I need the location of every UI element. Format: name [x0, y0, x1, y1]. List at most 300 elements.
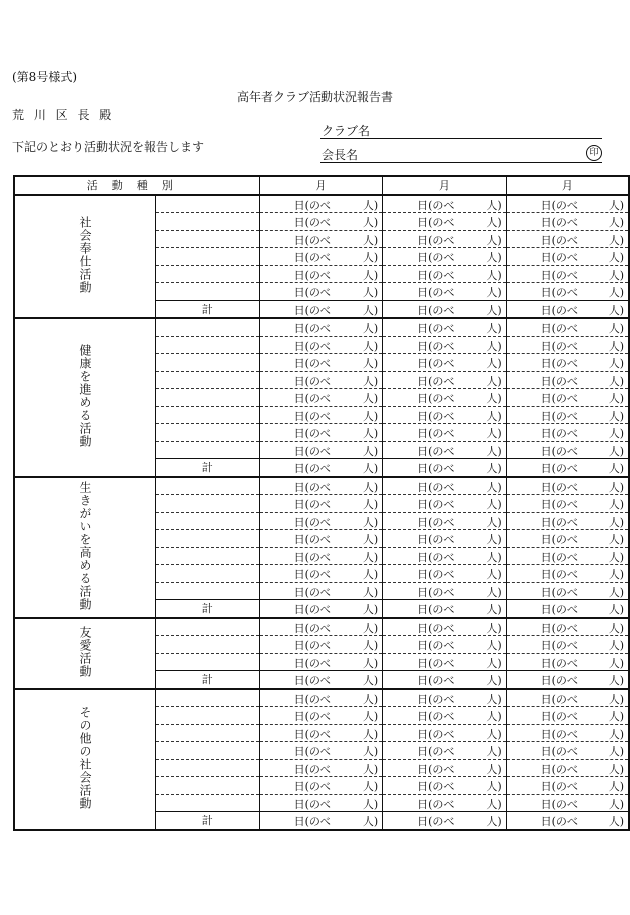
month-entry-cell[interactable] [506, 477, 629, 495]
people-count-label: 人) [362, 339, 379, 353]
month-entry-cell[interactable] [383, 230, 507, 248]
month-entry-cell[interactable] [383, 318, 507, 336]
day-count-label: 日(のべ [417, 585, 455, 599]
day-count-label: 日(のべ [540, 710, 578, 723]
day-count-label: 日(のべ [417, 639, 455, 652]
people-count-label: 人) [362, 762, 379, 776]
day-count-label: 日(のべ [540, 656, 578, 670]
month-entry-cell[interactable] [383, 459, 507, 477]
day-count-label: 日(のべ [540, 427, 578, 440]
activity-name-input[interactable] [156, 318, 260, 336]
day-count-label: 日(のべ [417, 462, 455, 475]
activity-category-label: 社会奉仕活動 [78, 215, 92, 294]
month-header: 月 [383, 176, 507, 195]
month-entry-cell[interactable] [259, 389, 383, 407]
month-entry-cell[interactable] [383, 336, 507, 354]
people-count-label: 人) [362, 303, 379, 317]
people-count-label: 人) [486, 392, 502, 405]
people-count-label: 人) [362, 745, 379, 758]
people-count-label: 人) [608, 339, 624, 353]
activity-row [14, 618, 629, 636]
people-count-label: 人) [608, 268, 624, 282]
people-count-label: 人) [486, 797, 502, 811]
people-count-label: 人) [608, 392, 624, 405]
day-count-label: 日(のべ [540, 268, 578, 282]
day-count-label: 日(のべ [540, 815, 578, 828]
day-count-label: 日(のべ [417, 303, 455, 317]
day-count-label: 日(のべ [293, 462, 331, 475]
day-count-label: 日(のべ [293, 797, 331, 811]
people-count-label: 人) [608, 550, 624, 564]
day-count-label: 日(のべ [540, 286, 578, 299]
month-entry-cell[interactable] [506, 689, 629, 707]
month-entry-cell[interactable] [506, 318, 629, 336]
people-count-label: 人) [362, 251, 379, 264]
people-count-label: 人) [608, 251, 624, 264]
total-label-cell: 計 [156, 600, 260, 618]
people-count-label: 人) [362, 727, 379, 741]
month-entry-cell[interactable] [259, 424, 383, 442]
people-count-label: 人) [608, 762, 624, 776]
activity-name-input[interactable] [156, 742, 260, 760]
activity-name-input[interactable] [156, 707, 260, 725]
people-count-label: 人) [362, 780, 379, 793]
activity-name-input[interactable] [156, 336, 260, 354]
day-count-label: 日(のべ [540, 498, 578, 511]
form-number: (第8号様式) [12, 70, 77, 84]
day-count-label: 日(のべ [540, 480, 578, 494]
activity-category [14, 689, 156, 830]
day-count-label: 日(のべ [540, 251, 578, 264]
day-count-label: 日(のべ [417, 216, 455, 229]
activity-name-input[interactable] [156, 213, 260, 231]
month-entry-cell[interactable] [259, 371, 383, 389]
activity-row [14, 689, 629, 707]
day-count-label: 日(のべ [417, 815, 455, 828]
people-count-label: 人) [362, 533, 379, 546]
month-entry-cell[interactable] [506, 653, 629, 671]
people-count-label: 人) [362, 427, 379, 440]
report-statement: 下記のとおり活動状況を報告します [12, 140, 205, 154]
day-count-label: 日(のべ [417, 427, 455, 440]
day-count-label: 日(のべ [540, 603, 578, 616]
month-entry-cell[interactable] [383, 812, 507, 830]
month-entry-cell[interactable] [259, 618, 383, 636]
people-count-label: 人) [608, 233, 624, 247]
activity-name-input[interactable] [156, 441, 260, 459]
month-entry-cell[interactable] [259, 248, 383, 266]
day-count-label: 日(のべ [417, 444, 455, 458]
month-entry-cell[interactable] [383, 283, 507, 301]
month-entry-cell[interactable] [506, 230, 629, 248]
month-entry-cell[interactable] [506, 812, 629, 830]
activity-name-input[interactable] [156, 424, 260, 442]
president-name-field[interactable] [320, 162, 602, 163]
activity-category [14, 195, 156, 319]
day-count-label: 日(のべ [540, 409, 578, 423]
day-count-label: 日(のべ [540, 568, 578, 581]
month-entry-cell[interactable] [383, 618, 507, 636]
people-count-label: 人) [362, 480, 379, 494]
day-count-label: 日(のべ [293, 374, 331, 388]
day-count-label: 日(のべ [293, 780, 331, 793]
people-count-label: 人) [608, 303, 624, 317]
month-entry-cell[interactable] [383, 759, 507, 777]
people-count-label: 人) [362, 286, 379, 299]
activity-name-input[interactable] [156, 406, 260, 424]
day-count-label: 日(のべ [417, 745, 455, 758]
activity-name-input[interactable] [156, 689, 260, 707]
people-count-label: 人) [362, 216, 379, 229]
activity-name-input[interactable] [156, 354, 260, 372]
day-count-label: 日(のべ [417, 762, 455, 776]
activity-row [14, 477, 629, 495]
day-count-label: 日(のべ [417, 515, 455, 529]
month-entry-cell[interactable] [506, 406, 629, 424]
people-count-label: 人) [608, 515, 624, 529]
people-count-label: 人) [486, 322, 502, 335]
month-entry-cell[interactable] [506, 354, 629, 372]
activity-category [14, 318, 156, 477]
month-entry-cell[interactable] [383, 195, 507, 213]
month-entry-cell[interactable] [506, 600, 629, 618]
activity-category-label: 健康を進める活動 [78, 343, 92, 448]
people-count-label: 人) [608, 322, 624, 335]
day-count-label: 日(のべ [293, 815, 331, 828]
month-entry-cell[interactable] [259, 742, 383, 760]
day-count-label: 日(のべ [417, 603, 455, 616]
month-header: 月 [259, 176, 383, 195]
month-entry-cell[interactable] [383, 565, 507, 583]
month-entry-cell[interactable] [383, 265, 507, 283]
day-count-label: 日(のべ [417, 568, 455, 581]
people-count-label: 人) [486, 550, 502, 564]
day-count-label: 日(のべ [293, 216, 331, 229]
people-count-label: 人) [486, 780, 502, 793]
activity-name-input[interactable] [156, 618, 260, 636]
month-entry-cell[interactable] [383, 671, 507, 689]
day-count-label: 日(のべ [417, 233, 455, 247]
month-entry-cell[interactable] [259, 283, 383, 301]
day-count-label: 日(のべ [417, 780, 455, 793]
month-entry-cell[interactable] [259, 336, 383, 354]
month-entry-cell[interactable] [259, 530, 383, 548]
month-entry-cell[interactable] [506, 424, 629, 442]
people-count-label: 人) [362, 462, 379, 475]
people-count-label: 人) [486, 480, 502, 494]
month-entry-cell[interactable] [259, 794, 383, 812]
month-entry-cell[interactable] [506, 777, 629, 795]
people-count-label: 人) [362, 621, 379, 635]
month-entry-cell[interactable] [506, 565, 629, 583]
month-entry-cell[interactable] [259, 636, 383, 654]
month-entry-cell[interactable] [383, 547, 507, 565]
people-count-label: 人) [362, 639, 379, 652]
activity-name-input[interactable] [156, 477, 260, 495]
month-entry-cell[interactable] [259, 441, 383, 459]
people-count-label: 人) [486, 656, 502, 670]
month-entry-cell[interactable] [259, 812, 383, 830]
month-entry-cell[interactable] [383, 653, 507, 671]
month-entry-cell[interactable] [383, 248, 507, 266]
people-count-label: 人) [362, 815, 379, 828]
activity-category-label: 生きがいを高める活動 [78, 480, 92, 611]
people-count-label: 人) [608, 462, 624, 475]
day-count-label: 日(のべ [540, 780, 578, 793]
day-count-label: 日(のべ [417, 710, 455, 723]
month-entry-cell[interactable] [506, 671, 629, 689]
day-count-label: 日(のべ [540, 550, 578, 564]
month-entry-cell[interactable] [259, 265, 383, 283]
people-count-label: 人) [362, 674, 379, 687]
total-label-cell: 計 [156, 300, 260, 318]
total-label-cell: 計 [156, 459, 260, 477]
day-count-label: 日(のべ [293, 639, 331, 652]
month-entry-cell[interactable] [383, 424, 507, 442]
activity-name-input[interactable] [156, 777, 260, 795]
month-entry-cell[interactable] [259, 600, 383, 618]
month-entry-cell[interactable] [259, 707, 383, 725]
month-entry-cell[interactable] [259, 459, 383, 477]
day-count-label: 日(のべ [540, 762, 578, 776]
month-entry-cell[interactable] [506, 530, 629, 548]
month-entry-cell[interactable] [259, 230, 383, 248]
people-count-label: 人) [486, 251, 502, 264]
day-count-label: 日(のべ [293, 498, 331, 511]
activity-name-input[interactable] [156, 547, 260, 565]
month-entry-cell[interactable] [506, 265, 629, 283]
activity-name-input[interactable] [156, 248, 260, 266]
activity-name-input[interactable] [156, 565, 260, 583]
people-count-label: 人) [486, 286, 502, 299]
month-entry-cell[interactable] [259, 495, 383, 513]
activity-name-input[interactable] [156, 265, 260, 283]
activity-name-input[interactable] [156, 530, 260, 548]
month-entry-cell[interactable] [383, 495, 507, 513]
month-entry-cell[interactable] [259, 759, 383, 777]
day-count-label: 日(のべ [293, 568, 331, 581]
day-count-label: 日(のべ [293, 727, 331, 741]
people-count-label: 人) [486, 268, 502, 282]
month-entry-cell[interactable] [259, 777, 383, 795]
month-entry-cell[interactable] [383, 213, 507, 231]
month-entry-cell[interactable] [506, 512, 629, 530]
day-count-label: 日(のべ [540, 303, 578, 317]
month-entry-cell[interactable] [259, 582, 383, 600]
month-entry-cell[interactable] [506, 724, 629, 742]
month-entry-cell[interactable] [259, 689, 383, 707]
month-entry-cell[interactable] [506, 759, 629, 777]
people-count-label: 人) [486, 815, 502, 828]
month-entry-cell[interactable] [383, 742, 507, 760]
people-count-label: 人) [486, 198, 502, 212]
people-count-label: 人) [608, 745, 624, 758]
day-count-label: 日(のべ [293, 621, 331, 635]
month-entry-cell[interactable] [383, 794, 507, 812]
month-entry-cell[interactable] [383, 777, 507, 795]
month-entry-cell[interactable] [383, 600, 507, 618]
day-count-label: 日(のべ [417, 198, 455, 212]
day-count-label: 日(のべ [540, 797, 578, 811]
month-entry-cell[interactable] [383, 406, 507, 424]
month-entry-cell[interactable] [506, 441, 629, 459]
day-count-label: 日(のべ [540, 216, 578, 229]
month-entry-cell[interactable] [506, 618, 629, 636]
people-count-label: 人) [486, 533, 502, 546]
month-entry-cell[interactable] [259, 195, 383, 213]
month-entry-cell[interactable] [383, 477, 507, 495]
people-count-label: 人) [608, 198, 624, 212]
day-count-label: 日(のべ [540, 444, 578, 458]
activity-name-input[interactable] [156, 582, 260, 600]
month-entry-cell[interactable] [259, 565, 383, 583]
people-count-label: 人) [486, 216, 502, 229]
day-count-label: 日(のべ [540, 533, 578, 546]
month-entry-cell[interactable] [383, 724, 507, 742]
month-entry-cell[interactable] [259, 406, 383, 424]
month-entry-cell[interactable] [259, 300, 383, 318]
month-entry-cell[interactable] [383, 441, 507, 459]
day-count-label: 日(のべ [540, 392, 578, 405]
month-entry-cell[interactable] [506, 195, 629, 213]
month-entry-cell[interactable] [383, 512, 507, 530]
table-body [14, 195, 629, 830]
people-count-label: 人) [362, 322, 379, 335]
month-entry-cell[interactable] [506, 582, 629, 600]
activity-name-input[interactable] [156, 653, 260, 671]
day-count-label: 日(のべ [540, 357, 578, 370]
day-count-label: 日(のべ [293, 198, 331, 212]
month-entry-cell[interactable] [259, 671, 383, 689]
month-entry-cell[interactable] [506, 389, 629, 407]
activity-name-input[interactable] [156, 283, 260, 301]
people-count-label: 人) [486, 568, 502, 581]
month-entry-cell[interactable] [259, 318, 383, 336]
club-name-field[interactable] [320, 138, 602, 139]
activity-name-input[interactable] [156, 371, 260, 389]
activity-name-input[interactable] [156, 759, 260, 777]
month-entry-cell[interactable] [506, 794, 629, 812]
month-entry-cell[interactable] [383, 582, 507, 600]
day-count-label: 日(のべ [540, 745, 578, 758]
month-entry-cell[interactable] [383, 389, 507, 407]
month-entry-cell[interactable] [506, 371, 629, 389]
month-entry-cell[interactable] [506, 283, 629, 301]
month-entry-cell[interactable] [383, 530, 507, 548]
month-entry-cell[interactable] [259, 724, 383, 742]
activity-name-input[interactable] [156, 389, 260, 407]
day-count-label: 日(のべ [540, 322, 578, 335]
people-count-label: 人) [362, 692, 379, 706]
people-count-label: 人) [362, 550, 379, 564]
seal-mark: 印 [586, 145, 602, 161]
day-count-label: 日(のべ [293, 745, 331, 758]
day-count-label: 日(のべ [417, 797, 455, 811]
day-count-label: 日(のべ [540, 198, 578, 212]
people-count-label: 人) [486, 339, 502, 353]
month-entry-cell[interactable] [259, 653, 383, 671]
activity-name-input[interactable] [156, 512, 260, 530]
day-count-label: 日(のべ [293, 585, 331, 599]
day-count-label: 日(のべ [417, 339, 455, 353]
people-count-label: 人) [362, 268, 379, 282]
month-entry-cell[interactable] [506, 547, 629, 565]
people-count-label: 人) [608, 692, 624, 706]
activity-type-header: 活動種別 [14, 176, 259, 195]
month-entry-cell[interactable] [506, 707, 629, 725]
people-count-label: 人) [608, 603, 624, 616]
people-count-label: 人) [362, 797, 379, 811]
day-count-label: 日(のべ [293, 656, 331, 670]
activity-name-input[interactable] [156, 794, 260, 812]
day-count-label: 日(のべ [293, 357, 331, 370]
month-entry-cell[interactable] [506, 636, 629, 654]
month-entry-cell[interactable] [383, 371, 507, 389]
month-entry-cell[interactable] [383, 354, 507, 372]
activity-name-input[interactable] [156, 195, 260, 213]
people-count-label: 人) [486, 444, 502, 458]
people-count-label: 人) [608, 286, 624, 299]
people-count-label: 人) [608, 780, 624, 793]
month-entry-cell[interactable] [506, 495, 629, 513]
day-count-label: 日(のべ [293, 322, 331, 335]
month-entry-cell[interactable] [383, 707, 507, 725]
month-entry-cell[interactable] [506, 300, 629, 318]
month-entry-cell[interactable] [383, 636, 507, 654]
month-entry-cell[interactable] [506, 336, 629, 354]
people-count-label: 人) [362, 585, 379, 599]
month-entry-cell[interactable] [506, 742, 629, 760]
people-count-label: 人) [608, 585, 624, 599]
month-entry-cell[interactable] [259, 477, 383, 495]
people-count-label: 人) [486, 357, 502, 370]
month-entry-cell[interactable] [506, 248, 629, 266]
people-count-label: 人) [486, 710, 502, 723]
activity-name-input[interactable] [156, 495, 260, 513]
people-count-label: 人) [608, 674, 624, 687]
day-count-label: 日(のべ [540, 339, 578, 353]
activity-name-input[interactable] [156, 724, 260, 742]
month-entry-cell[interactable] [506, 213, 629, 231]
day-count-label: 日(のべ [540, 692, 578, 706]
day-count-label: 日(のべ [293, 251, 331, 264]
people-count-label: 人) [362, 656, 379, 670]
month-entry-cell[interactable] [259, 354, 383, 372]
people-count-label: 人) [608, 815, 624, 828]
day-count-label: 日(のべ [293, 233, 331, 247]
day-count-label: 日(のべ [417, 692, 455, 706]
people-count-label: 人) [486, 674, 502, 687]
people-count-label: 人) [362, 357, 379, 370]
people-count-label: 人) [486, 692, 502, 706]
month-entry-cell[interactable] [383, 689, 507, 707]
month-entry-cell[interactable] [259, 512, 383, 530]
activity-name-input[interactable] [156, 230, 260, 248]
month-entry-cell[interactable] [383, 300, 507, 318]
people-count-label: 人) [486, 727, 502, 741]
people-count-label: 人) [486, 621, 502, 635]
month-entry-cell[interactable] [506, 459, 629, 477]
day-count-label: 日(のべ [417, 268, 455, 282]
activity-category [14, 477, 156, 618]
day-count-label: 日(のべ [540, 462, 578, 475]
activity-row [14, 195, 629, 213]
month-entry-cell[interactable] [259, 547, 383, 565]
day-count-label: 日(のべ [417, 727, 455, 741]
activity-name-input[interactable] [156, 636, 260, 654]
people-count-label: 人) [486, 409, 502, 423]
month-entry-cell[interactable] [259, 213, 383, 231]
